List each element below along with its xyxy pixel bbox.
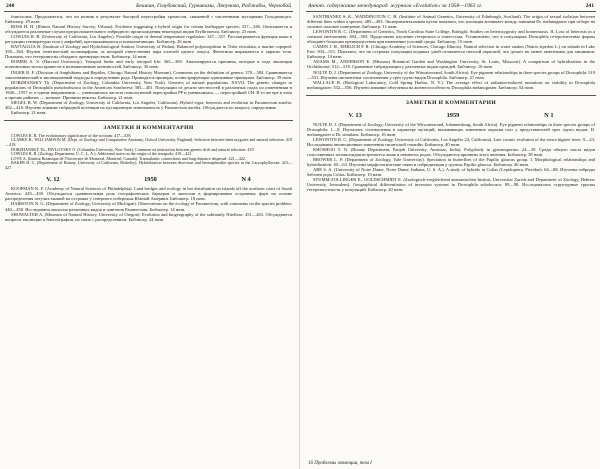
abstract-paragraph: WALLACE B. (Biological Laboratory, Cold Spring Harbor, N. Y.). The average effect of radiation-induced mutations on viability in Drosophila melanogaster: 532—556. Изучено влияние облучения на жизнеспособность Drosophila melanogaster. Библиогр. 54 назв.	[307, 79, 595, 90]
section-heading: ЗАМЕТКИ И КОММЕНТАРИИ	[4, 120, 293, 131]
abstract-paragraph: STUMM-ZOLLINGER E., GOLDSCHMIDT E. (Zoologisch-vergleichend anatomischen Institut, Universitat Zurich and Department of Zoology, Hebrew University, Jerusalem). Geographical differentiation of inversion systems in Drosophila subobscura: 89—98. Исследовались структурные группы гетерозиготности у популяций. Библиогр. 20 назв.	[307, 177, 595, 193]
note-paragraph: BAKER H. G. (Department of Botany, University of California, Berkeley). Hybridization between dioecious and hermaphrodite species in the Caryophyllaceae: 423—427.	[5, 160, 292, 170]
left-running-head	[4, 0, 293, 12]
abstract-paragraph: NOLTE D. J. (Department of Zoology, University of the Witwatersrand, South Africa). Eye pigment relationships in three species groups of Drosophila: 519—531. Изучены пигментные соотношения у трёх групп видов Drosophila. Библиогр. 27 назв.	[307, 69, 595, 80]
volume-year: 1958	[144, 176, 157, 184]
note-paragraph: CLARKE B., WILLIAMSON M. (Dept. of Zoology and Comparative Anatomy, Oxford University, England). Selection between heterozygotes and natural selection: 418—419.	[5, 137, 292, 148]
abstract-paragraph: INGER R. F. (Division of Amphibians and Reptiles, Chicago Natural History Museum). Comments on the definition of genera: 370—384. Сравнивается таксономический и эволюционный подходы к определению рода. Приводятся примеры, иллюстрирующие адаптивные принципы. Библиогр. 39 назв.	[5, 69, 292, 80]
abstract-paragraph: LEWONTIN R. C. (Department of Genetics, North Carolina State College, Raleigh). Studies on heterozygosity and homeostasis. II. Loss of heterosis in a constant environment: 494—503. Продолжено изучение гетерозиса и гомеостаза. Установлено, что в популяциях Drosophila гетерозиготные формы обладают большим преимуществом при изменении условий среды. Библиогр. 15 назв.	[307, 29, 595, 45]
right-running-head	[306, 0, 596, 12]
abstract-paragraph: Библиогр. 21 назв.	[11, 109, 47, 115]
abstract-paragraph: ABE S. A. (University of Notre Dame, Notre Dame, Indiana, U. S. A.). A study of hybrids in Colias (Lepidoptera, Pieridae): 64—88. Изучены гибриды бабочек рода Colias. Библиогр. 19 назв.	[307, 167, 595, 178]
issue-number: N 4	[241, 176, 251, 184]
abstract-paragraph: COWLES R. B. (University of California, Los Angeles). Possible origin of dermal temperature regulation: 347—357. Рассматривается функция кожи в регуляции температуры тела у амфибий, пресмыкающихся и млекопитающих. Библиогр. 26 назв.	[5, 34, 292, 45]
right-running-title: Аннот. содержание международ. журнала «Evolution» за 1958—1963 гг.	[308, 3, 483, 9]
note-paragraph: COWLES R. B. (Zoology Department, U. C. L. A.). Additional notes on the origin of the tetrapods: 419—421.	[11, 151, 193, 157]
volume-heading	[306, 112, 596, 119]
abstract-paragraph: ROSS H. H. (Illinois Natural History Survey, Urbana). Evidence suggesting a hybrid origin for certain leafhopper species: 337—346. Описывается и обсуждается различные случаи предположительного гибридного происхождения некоторых видов Erythroneura. Библиогр. 23 назв.	[5, 24, 292, 35]
abstract-paragraph: HAIRSTON N. G. (Department of Zoology, University of Michigan). Observations on the ecology of Paramecium, with comments on the species problem: 440—450. Исследована экология различных видов и сингенов Paramecium. Библиогр. 14 назв.	[5, 201, 292, 212]
page-gutter	[299, 0, 300, 469]
left-page-number: 240	[6, 3, 15, 9]
page-footer: 16 Проблемы эволюции, том I	[308, 461, 372, 466]
volume-heading	[4, 176, 293, 183]
volume-number: V. 13	[348, 111, 362, 119]
abstract-paragraph: LEWONTIN R. C. (Department of Zoology, University of California, Los Angeles 24, California). Late cosmic evolution of the sierra bigtree trees: 9—23. Исследованы эволюционные изменения гигантской секвойи. Библиогр. 40 назв.	[307, 136, 595, 147]
abstract-paragraph: KHOSHOO T. N. (Botany Department, Panjab University, Amritsar, India). Polyploidy in gymnosperms: 24—39. Среди общего числа видов голосеменных полиплоидия встречается лишь в немногих родах. Обсуждаются причины этого явления. Библиогр. 58 назв.	[307, 146, 595, 157]
abstract-paragraph: ROMER A. S. (Harvard University). Tetrapod limbs and early tetrapod life: 365—369. Анализируются причины, которые в ходе эволюции позвоночных могли привести к возникновению конечностей. Библиогр. 30 назв.	[5, 59, 292, 70]
abstract-paragraph: franciscana. Продолжается, что он возник в результате быстрой перестройки хромосом, связанной с численными мутациями Гольдшмидта. Библиогр. 29 назв.	[5, 14, 292, 25]
right-page	[306, 0, 596, 469]
abstract-paragraph: BROWER L. P. (Department of Zoology, Yale University). Speciation in butterflies of the Papilio glaucus group. I. Morphological relationships and hybridization: 40—63. Изучены морфологические связи и гибридизация у группы Papilio glaucus. Библиогр. 46 назв.	[307, 157, 595, 168]
abstract-paragraph: CAMIN J. H., EHRLICH P. R. (Chicago Academy of Sciences, Chicago Illinois). Natural selection in water snakes (Natrix sipedon L.) on islands in Lake Erie: 504—511. Показано, что на островах популяции водяных ужей отличаются светлой окраской, что делает их менее заметными для хищников. Библиогр. 14 назв.	[307, 44, 595, 60]
volume-year: 1959	[446, 111, 460, 119]
section-heading: ЗАМЕТКИ И КОММЕНТАРИИ	[306, 95, 596, 106]
note-paragraph: LOVE A. (Institut Botanique de l'Universite de Montreal, Montreal, Canada). Transatlantic connections and long-distance dispersal: 421—422.	[11, 155, 246, 161]
abstract-paragraph: BATTAGLIA B. (Institute of Zoology and Hydrobiological Station, University of Padua). Balanced polymorphism in Tisbe reticulata, a marine copepod: 358—364. Изучен генетический полиморфизм, за который ответственна пара аллелей одного локуса. Фенотипы выражаются в окраске тела. Показано, что гетерозиготы обладают преимуществом. Библиогр. 14 назв.	[5, 44, 292, 60]
abstract-paragraph: SANTIBANEZ S. K., WADDINGTON C. H. (Institute of Animal Genetics, University of Edinburgh, Scotland). The origin of sexual isolation between different lines within a species: 485—493. Экспериментальным путем показано, что изоляция возникает между линиями Dr. melanogaster при отборе на сильное половое поведение. Библиогр. 11 назв.	[307, 14, 595, 30]
abstract-paragraph: ADAMS M., ANDERSON E. (Missouri Botanical Garden and Washington University, St. Louis, Missouri). A comparison of hybridization in the Orchidaceae: 512—518. Сравнение гибридизации у различных видов орхидей. Библиогр. 16 назв.	[307, 59, 595, 70]
note-paragraph: COWLES R. B. The evolutionary significance of the scrotum: 417—418.	[11, 132, 132, 138]
abstract-paragraph: KOOPMAN K. F. (Academy of Natural Sciences of Philadelphia). Land bridges and ecology in bat distribution on islands off the northern coast of South America: 429—439. Обсуждается сравнительная роль географических барьеров и экологии в формировании островных фаун на основе распределения летучих мышей на островах у северного побережья Южной Америки. Библиогр. 18 назв.	[5, 186, 292, 202]
left-running-title: Бешкин, Голубовский, Гурвиками, Ляпунова, Раджабы, Чернобай	[136, 3, 291, 9]
issue-number: N 1	[544, 111, 554, 119]
abstract-paragraph: SIEGEL R. W. (Department of Zoology, University of California, Los Angeles, California). Hybrid vigor, heterosis and evolution in Paramecium aurelia: 402—416. Изучено влияние гибридной потенции на мутационную изменчивость у Paramecium aurelia. Обсуждается по вопросу определения.	[5, 99, 292, 110]
right-page-number: 241	[585, 3, 594, 9]
volume-number: V. 12	[46, 176, 60, 184]
note-paragraph: DOBZHANSKY Th., PAVLOVSKY O. (Columbia University, New York). Comment on interaction between genetic drift and natural selection: 419.	[11, 146, 255, 152]
left-page	[4, 0, 293, 469]
abstract-paragraph: DOBZHANSKY Th. (Department of Zoology, Columbia University, New York). Genetics of natural populations. XXVII. The genetic changes in populations of Drosophila pseudoobscura in the American Southwest: 385—401. Популяции из десяти местностей в различных годах по изменениям в 1940—1957 гг. в одном направлении — уменьшилась частота гомологичной перестройки PP и уменьшилась — перестройкой СН. В то же вре в этом и прочих районах — меньше. Причины неясны. Библиогр. 21 назв.	[5, 79, 292, 100]
abstract-paragraph: NOLTE D. J. (Department of Zoology, University of the Witwatersrand, Johannesburg, South Africa). Eye pigment relationships in three species groups of Drosophila: 1—8. Изучались соотношения в характере мутаций, вызывающих изменение окраски глаз у представителей трех групп видов: D. melanogaster и Dr. simulans. Библиогр. 16 назв.	[307, 121, 595, 137]
abstract-paragraph: SHOWALTER A. (Museum of Natural History, University of Oregon). Evolution and biogeography of the subfamily Nitelleae: 451—463. Обсуждаются вопросы эволюции и биогеографии, их связь с распределением. Библиогр. 24 назв.	[5, 211, 292, 222]
